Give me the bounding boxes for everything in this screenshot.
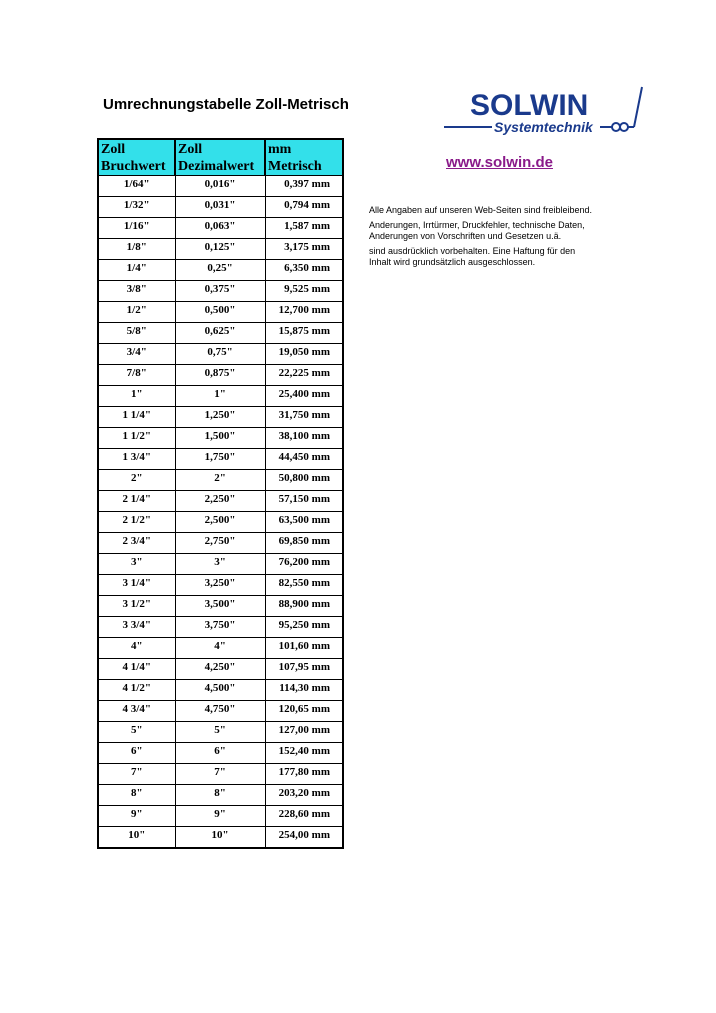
cell-metric: 63,500 mm <box>265 512 343 533</box>
cell-metric: 50,800 mm <box>265 470 343 491</box>
cell-metric: 19,050 mm <box>265 344 343 365</box>
conversion-table <box>97 138 344 849</box>
cell-fraction: 1 1/2" <box>98 428 175 449</box>
cell-fraction: 3 3/4" <box>98 617 175 638</box>
cell-fraction: 3" <box>98 554 175 575</box>
cell-fraction: 3 1/4" <box>98 575 175 596</box>
table-row <box>98 638 343 659</box>
table-row <box>98 239 343 260</box>
table-row <box>98 386 343 407</box>
cell-fraction: 8" <box>98 785 175 806</box>
table-row <box>98 365 343 386</box>
table-row <box>98 218 343 239</box>
table-row <box>98 407 343 428</box>
disclaimer <box>369 205 629 268</box>
cell-decimal: 3" <box>175 554 265 575</box>
cell-metric: 0,397 mm <box>265 176 343 197</box>
table-row <box>98 743 343 764</box>
disclaimer-line: Anderungen von Vorschriften und Gesetzen u.ä. <box>369 231 562 241</box>
cell-fraction: 1/32" <box>98 197 175 218</box>
cell-decimal: 9" <box>175 806 265 827</box>
table-row <box>98 533 343 554</box>
table-row <box>98 617 343 638</box>
cell-metric: 114,30 mm <box>265 680 343 701</box>
cell-metric: 101,60 mm <box>265 638 343 659</box>
cell-decimal: 2,750" <box>175 533 265 554</box>
cell-fraction: 1/2" <box>98 302 175 323</box>
cell-metric: 127,00 mm <box>265 722 343 743</box>
cell-metric: 25,400 mm <box>265 386 343 407</box>
cell-metric: 95,250 mm <box>265 617 343 638</box>
logo-subtitle: Systemtechnik <box>494 119 593 135</box>
cell-decimal: 4,500" <box>175 680 265 701</box>
cell-fraction: 1 3/4" <box>98 449 175 470</box>
cell-decimal: 4" <box>175 638 265 659</box>
disclaimer-line: Anderungen, Irrtürmer, Druckfehler, technische Daten, <box>369 220 585 230</box>
header-metric: mm Metrisch <box>265 139 343 176</box>
cell-metric: 15,875 mm <box>265 323 343 344</box>
disclaimer-line: sind ausdrücklich vorbehalten. Eine Haftung für den <box>369 246 576 256</box>
cell-decimal: 0,016" <box>175 176 265 197</box>
cell-fraction: 7/8" <box>98 365 175 386</box>
table-row <box>98 827 343 848</box>
cell-fraction: 4 1/4" <box>98 659 175 680</box>
solwin-logo <box>440 85 655 140</box>
cell-decimal: 2,250" <box>175 491 265 512</box>
table-header-row <box>98 139 343 176</box>
cell-decimal: 0,625" <box>175 323 265 344</box>
cell-decimal: 1,250" <box>175 407 265 428</box>
table-row <box>98 449 343 470</box>
cell-decimal: 3,750" <box>175 617 265 638</box>
table-row <box>98 554 343 575</box>
cell-metric: 9,525 mm <box>265 281 343 302</box>
cell-decimal: 2,500" <box>175 512 265 533</box>
cell-decimal: 0,25" <box>175 260 265 281</box>
cell-metric: 69,850 mm <box>265 533 343 554</box>
cell-fraction: 1/4" <box>98 260 175 281</box>
cell-decimal: 2" <box>175 470 265 491</box>
table-row <box>98 701 343 722</box>
cell-metric: 38,100 mm <box>265 428 343 449</box>
table-row <box>98 281 343 302</box>
cell-metric: 22,225 mm <box>265 365 343 386</box>
cell-decimal: 4,750" <box>175 701 265 722</box>
cell-fraction: 1 1/4" <box>98 407 175 428</box>
disclaimer-line: Inhalt wird grundsätzlich ausgeschlossen. <box>369 257 536 267</box>
cell-decimal: 0,125" <box>175 239 265 260</box>
cell-metric: 177,80 mm <box>265 764 343 785</box>
table-row <box>98 659 343 680</box>
table-row <box>98 323 343 344</box>
header-decimal: Zoll Dezimalwert <box>175 139 265 176</box>
cell-decimal: 0,031" <box>175 197 265 218</box>
cell-decimal: 3,500" <box>175 596 265 617</box>
cell-metric: 152,40 mm <box>265 743 343 764</box>
cell-metric: 1,587 mm <box>265 218 343 239</box>
table-row <box>98 575 343 596</box>
cell-fraction: 9" <box>98 806 175 827</box>
disclaimer-line: Alle Angaben auf unseren Web-Seiten sind freibleibend. <box>369 205 592 215</box>
table-row <box>98 428 343 449</box>
cell-metric: 6,350 mm <box>265 260 343 281</box>
cell-fraction: 6" <box>98 743 175 764</box>
cell-decimal: 5" <box>175 722 265 743</box>
cell-fraction: 4 3/4" <box>98 701 175 722</box>
cell-metric: 254,00 mm <box>265 827 343 848</box>
cell-fraction: 5" <box>98 722 175 743</box>
cell-metric: 0,794 mm <box>265 197 343 218</box>
cell-decimal: 1,500" <box>175 428 265 449</box>
table-row <box>98 302 343 323</box>
page-title: Umrechnungstabelle Zoll-Metrisch <box>103 96 349 113</box>
cell-decimal: 7" <box>175 764 265 785</box>
cell-decimal: 0,063" <box>175 218 265 239</box>
cell-decimal: 0,75" <box>175 344 265 365</box>
website-link[interactable]: www.solwin.de <box>446 154 553 171</box>
cell-fraction: 2 1/4" <box>98 491 175 512</box>
cell-metric: 88,900 mm <box>265 596 343 617</box>
cell-decimal: 1" <box>175 386 265 407</box>
cell-fraction: 1/8" <box>98 239 175 260</box>
cell-fraction: 1/16" <box>98 218 175 239</box>
cell-decimal: 10" <box>175 827 265 848</box>
cell-metric: 203,20 mm <box>265 785 343 806</box>
header-fraction: Zoll Bruchwert <box>98 139 175 176</box>
table-row <box>98 344 343 365</box>
cell-fraction: 2 3/4" <box>98 533 175 554</box>
cell-metric: 120,65 mm <box>265 701 343 722</box>
cell-metric: 76,200 mm <box>265 554 343 575</box>
cell-fraction: 2" <box>98 470 175 491</box>
cell-fraction: 1" <box>98 386 175 407</box>
cell-fraction: 4 1/2" <box>98 680 175 701</box>
cell-fraction: 3/4" <box>98 344 175 365</box>
cell-decimal: 6" <box>175 743 265 764</box>
cell-decimal: 1,750" <box>175 449 265 470</box>
cell-fraction: 10" <box>98 827 175 848</box>
cell-decimal: 3,250" <box>175 575 265 596</box>
cell-metric: 228,60 mm <box>265 806 343 827</box>
cell-fraction: 5/8" <box>98 323 175 344</box>
table-row <box>98 806 343 827</box>
table-row <box>98 491 343 512</box>
table-row <box>98 260 343 281</box>
cell-fraction: 3/8" <box>98 281 175 302</box>
cell-metric: 107,95 mm <box>265 659 343 680</box>
cell-metric: 57,150 mm <box>265 491 343 512</box>
table-row <box>98 722 343 743</box>
cell-decimal: 8" <box>175 785 265 806</box>
table-row <box>98 596 343 617</box>
table-row <box>98 176 343 197</box>
table-row <box>98 785 343 806</box>
cell-decimal: 0,875" <box>175 365 265 386</box>
cell-decimal: 4,250" <box>175 659 265 680</box>
cell-metric: 31,750 mm <box>265 407 343 428</box>
cell-decimal: 0,500" <box>175 302 265 323</box>
table-row <box>98 470 343 491</box>
cell-fraction: 7" <box>98 764 175 785</box>
cell-metric: 3,175 mm <box>265 239 343 260</box>
cell-metric: 82,550 mm <box>265 575 343 596</box>
logo-name: SOLWIN <box>470 89 589 122</box>
cell-fraction: 3 1/2" <box>98 596 175 617</box>
cell-fraction: 2 1/2" <box>98 512 175 533</box>
cell-metric: 44,450 mm <box>265 449 343 470</box>
cell-fraction: 1/64" <box>98 176 175 197</box>
table-row <box>98 764 343 785</box>
cell-decimal: 0,375" <box>175 281 265 302</box>
cell-fraction: 4" <box>98 638 175 659</box>
cell-metric: 12,700 mm <box>265 302 343 323</box>
table-row <box>98 197 343 218</box>
table-row <box>98 680 343 701</box>
table-row <box>98 512 343 533</box>
